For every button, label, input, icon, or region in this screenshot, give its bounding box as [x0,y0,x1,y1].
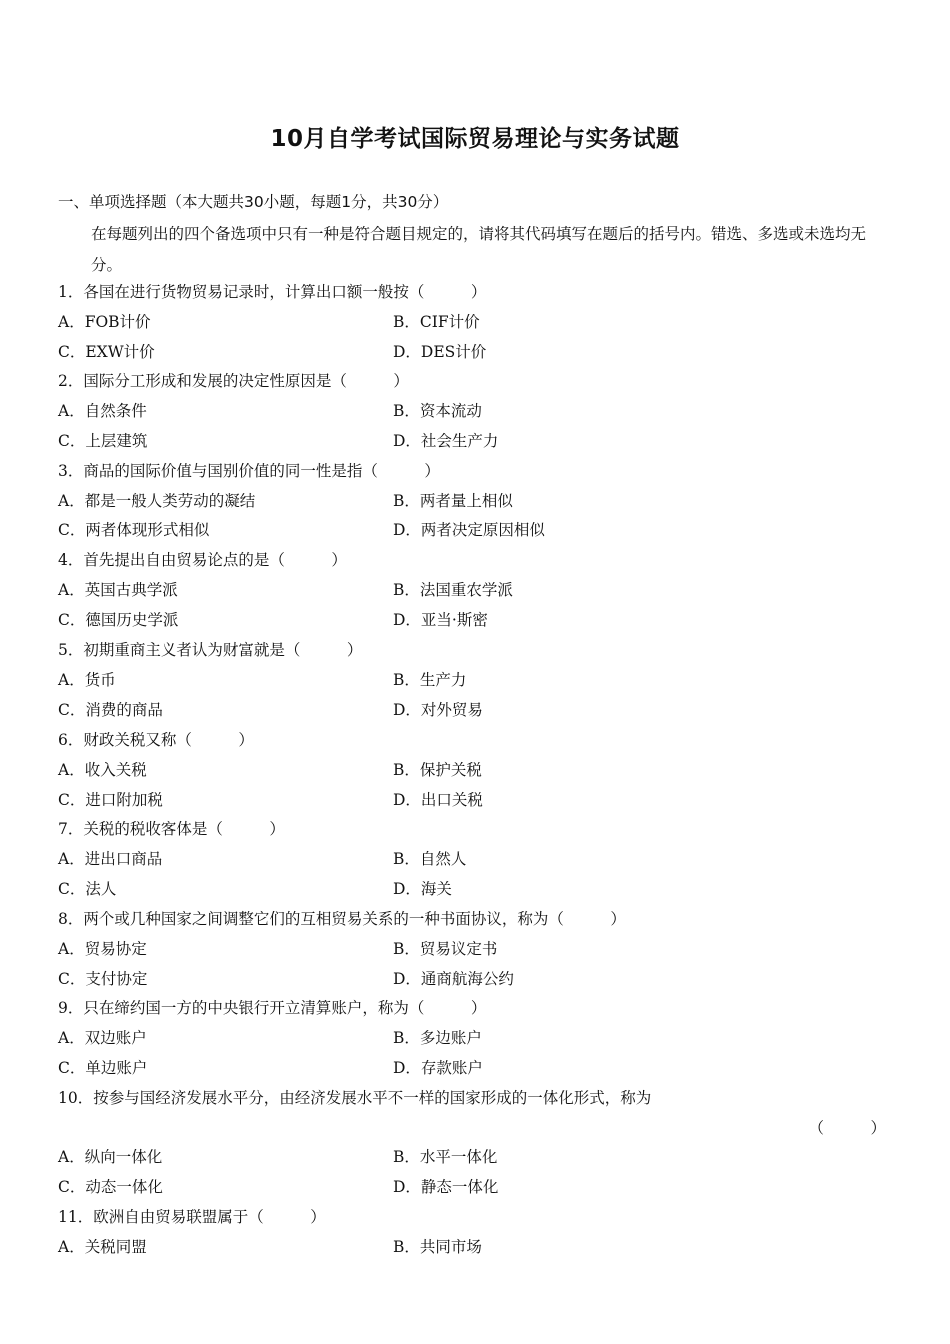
option-a: A．贸易协定 [58,940,147,958]
page-title: 10月自学考试国际贸易理论与实务试题 [270,126,680,152]
question-stem: 9．只在缔约国一方的中央银行开立清算账户，称为（ ） [58,999,487,1017]
option-a: A．货币 [58,671,116,689]
question-stem: 11．欧洲自由贸易联盟属于（ ） [58,1208,326,1226]
option-d: D．出口关税 [393,791,483,809]
option-b: B．自然人 [393,850,467,868]
option-a: A．FOB计价 [58,313,151,331]
option-c: C．进口附加税 [58,791,163,809]
question-stem: 4．首先提出自由贸易论点的是（ ） [58,551,347,569]
option-b: B．生产力 [393,671,467,689]
option-c: C．动态一体化 [58,1178,163,1196]
option-d: D．海关 [393,880,452,898]
option-b: B．两者量上相似 [393,492,513,510]
option-b: B．保护关税 [393,761,482,779]
option-b: B．CIF计价 [393,313,480,331]
option-b: B．资本流动 [393,402,482,420]
question-stem: 8．两个或几种国家之间调整它们的互相贸易关系的一种书面协议，称为（ ） [58,910,626,928]
section-instruction: 在每题列出的四个备选项中只有一种是符合题目规定的，请将其代码填写在题后的括号内。错选、多选或未选均无分。 [91,225,867,274]
option-d: D．存款账户 [393,1059,483,1077]
option-c: C．两者体现形式相似 [58,521,210,539]
option-a: A．都是一般人类劳动的凝结 [58,492,256,510]
question-stem: 7．关税的税收客体是（ ） [58,820,285,838]
option-a: A．英国古典学派 [58,581,178,599]
option-a: A．纵向一体化 [58,1148,163,1166]
option-d: D．两者决定原因相似 [393,521,545,539]
option-d: D．亚当·斯密 [393,611,488,629]
option-a: A．收入关税 [58,761,147,779]
option-b: B．法国重农学派 [393,581,513,599]
option-a: A．自然条件 [58,402,147,420]
option-c: C．消费的商品 [58,701,163,719]
question-stem: 2．国际分工形成和发展的决定性原因是（ ） [58,372,409,390]
option-d: D．静态一体化 [393,1178,499,1196]
answer-paren: （ ） [808,1119,886,1137]
option-c: C．单边账户 [58,1059,148,1077]
question-stem: 3．商品的国际价值与国别价值的同一性是指（ ） [58,462,440,480]
option-c: C．EXW计价 [58,343,155,361]
question-stem: 5．初期重商主义者认为财富就是（ ） [58,641,363,659]
option-c: C．支付协定 [58,970,148,988]
option-b: B．水平一体化 [393,1148,498,1166]
option-c: C．德国历史学派 [58,611,179,629]
option-c: C．上层建筑 [58,432,148,450]
question-stem: 1．各国在进行货物贸易记录时，计算出口额一般按（ ） [58,283,487,301]
option-a: A．双边账户 [58,1029,147,1047]
option-c: C．法人 [58,880,117,898]
section-heading: 一、单项选择题（本大题共30小题，每题1分，共30分） [58,193,449,211]
option-d: D．社会生产力 [393,432,499,450]
question-stem: 10．按参与国经济发展水平分，由经济发展水平不一样的国家形成的一体化形式，称为 [58,1089,652,1107]
option-b: B．共同市场 [393,1238,482,1256]
option-d: D．通商航海公约 [393,970,514,988]
option-d: D．DES计价 [393,343,487,361]
option-b: B．多边账户 [393,1029,482,1047]
option-a: A．关税同盟 [58,1238,147,1256]
question-stem: 6．财政关税又称（ ） [58,731,254,749]
option-b: B．贸易议定书 [393,940,498,958]
option-a: A．进出口商品 [58,850,163,868]
option-d: D．对外贸易 [393,701,483,719]
